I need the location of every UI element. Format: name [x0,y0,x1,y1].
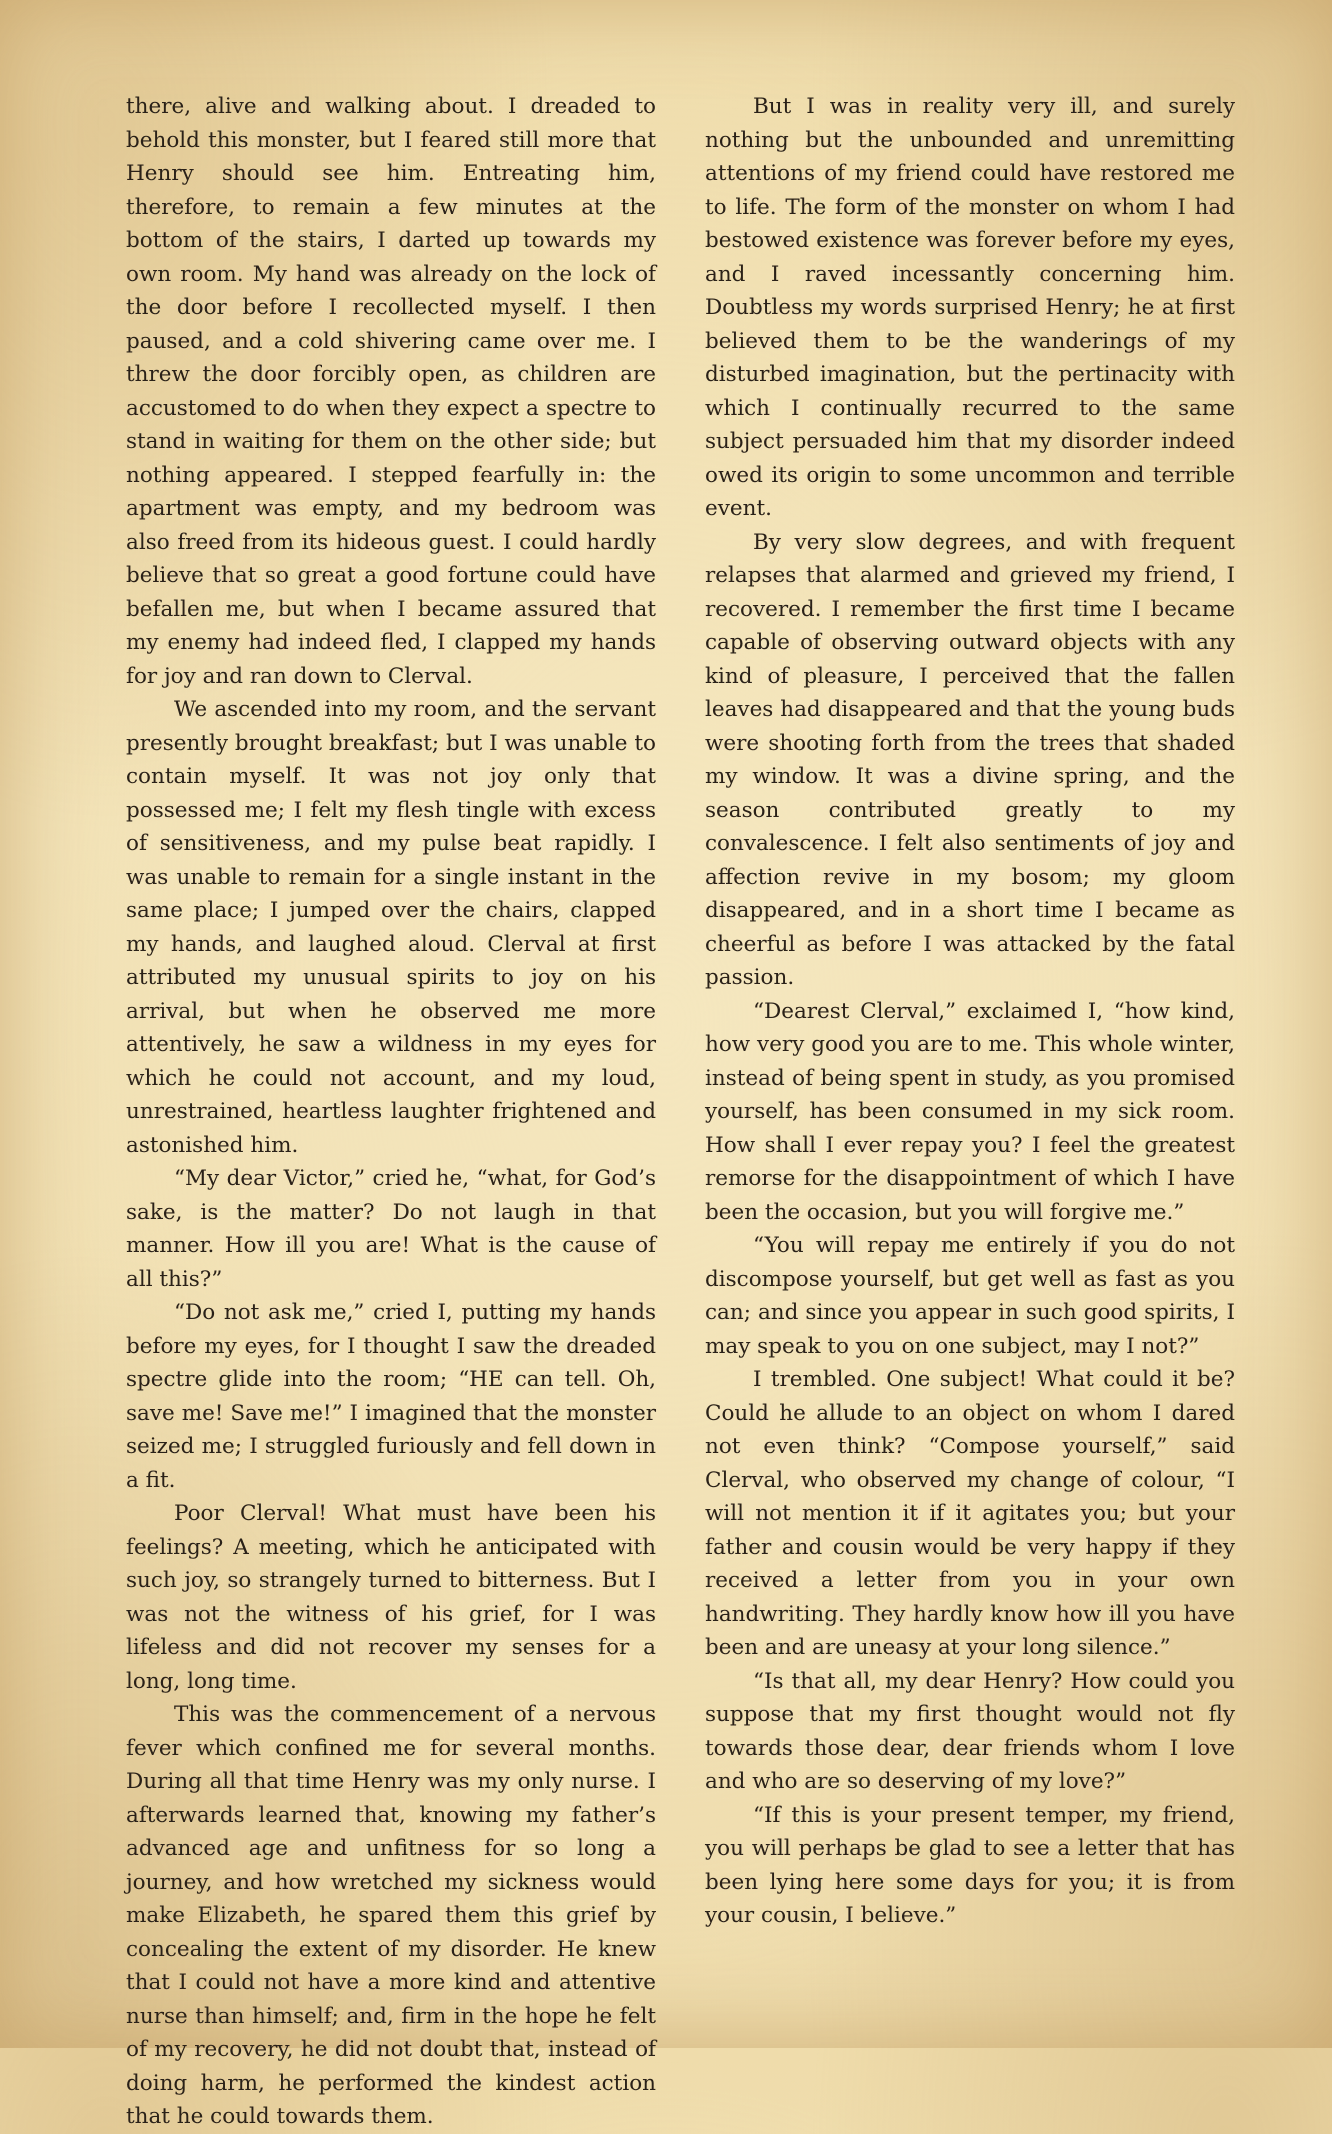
paragraph: We ascended into my room, and the servant presently brought breakfast; but I was unable to contain myself. It was not joy only that possessed me; I felt my flesh tingle with excess of sensitiveness, and my pulse beat rapidly. I was unable to remain for a single instant in the same place; I jumped over the chairs, clapped my hands, and laughed aloud. Clerval at first attributed my unusual spirits to joy on his arrival, but when he observed me more attentively, he saw a wildness in my eyes for which he could not account, and my loud, unrestrained, heartless laughter frightened and astonished him. [126,697,656,1158]
paragraph: This was the commencement of a nervous fever which confined me for several months. During all that time Henry was my only nurse. I afterwards learned that, knowing my father’s advanced age and unfitness for so long a journey, and how wretched my sickness would make Elizabeth, he spared them this grief by concealing the extent of my disorder. He knew that I could not have a more kind and attentive nurse than himself; and, firm in the hope he felt of my recovery, he did not doubt that, instead of doing harm, he performed the kindest action that he could towards them. [126,1702,656,2129]
paragraph: “If this is your present temper, my friend, you will perhaps be glad to see a letter that has been lying here some days for you; it is from your cousin, I believe.” [705,1802,1235,1928]
left-text-column [126,90,656,2134]
paragraph: “Do not ask me,” cried I, putting my hands before my eyes, for I thought I saw the dreaded spectre glide into the room; “HE can tell. Oh, save me! Save me!” I imagined that the monster seized me; I struggled furiously and fell down in a fit. [126,1300,656,1493]
right-text-column [705,90,1235,1933]
paragraph: there, alive and walking about. I dreaded to behold this monster, but I feared still more that Henry should see him. Entreating him, therefore, to remain a few minutes at the bottom of the stairs, I darted up towards my own room. My hand was already on the lock of the door before I recollected myself. I then paused, and a cold shivering came over me. I threw the door forcibly open, as children are accustomed to do when they expect a spectre to stand in waiting for them on the other side; but nothing appeared. I stepped fearfully in: the apartment was empty, and my bedroom was also freed from its hideous guest. I could hardly believe that so great a good fortune could have befallen me, but when I became assured that my enemy had indeed fled, I clapped my hands for joy and ran down to Clerval. [126,94,656,689]
paragraph: “My dear Victor,” cried he, “what, for God’s sake, is the matter? Do not laugh in that manner. How ill you are! What is the cause of all this?” [126,1166,656,1292]
paragraph: But I was in reality very ill, and surely nothing but the unbounded and unremitting attentions of my friend could have restored me to life. The form of the monster on whom I had bestowed existence was forever before my eyes, and I raved incessantly concerning him. Doubtless my words surprised Henry; he at first believed them to be the wanderings of my disturbed imagination, but the pertinacity with which I continually recurred to the same subject persuaded him that my disorder indeed owed its origin to some uncommon and terrible event. [705,94,1235,521]
paragraph: I trembled. One subject! What could it be? Could he allude to an object on whom I dared not even think? “Compose yourself,” said Clerval, who observed my change of colour, “I will not mention it if it agitates you; but your father and cousin would be very happy if they received a letter from you in your own handwriting. They hardly know how ill you have been and are uneasy at your long silence.” [705,1367,1235,1660]
paragraph: “Dearest Clerval,” exclaimed I, “how kind, how very good you are to me. This whole winter, instead of being spent in study, as you promised yourself, has been consumed in my sick room. How shall I ever repay you? I feel the greatest remorse for the disappointment of which I have been the occasion, but you will forgive me.” [705,998,1235,1225]
paragraph: “You will repay me entirely if you do not discompose yourself, but get well as fast as you can; and since you appear in such good spirits, I may speak to you on one subject, may I not?” [705,1233,1235,1359]
paragraph: By very slow degrees, and with frequent relapses that alarmed and grieved my friend, I recovered. I remember the first time I became capable of observing outward objects with any kind of pleasure, I perceived that the fallen leaves had disappeared and that the young buds were shooting forth from the trees that shaded my window. It was a divine spring, and the season contributed greatly to my convalescence. I felt also sentiments of joy and affection revive in my bosom; my gloom disappeared, and in a short time I became as cheerful as before I was attacked by the fatal passion. [705,529,1235,990]
paragraph: “Is that all, my dear Henry? How could you suppose that my first thought would not fly towards those dear, dear friends whom I love and who are so deserving of my love?” [705,1668,1235,1794]
paragraph: Poor Clerval! What must have been his feelings? A meeting, which he anticipated with such joy, so strangely turned to bitterness. But I was not the witness of his grief, for I was lifeless and did not recover my senses for a long, long time. [126,1501,656,1694]
